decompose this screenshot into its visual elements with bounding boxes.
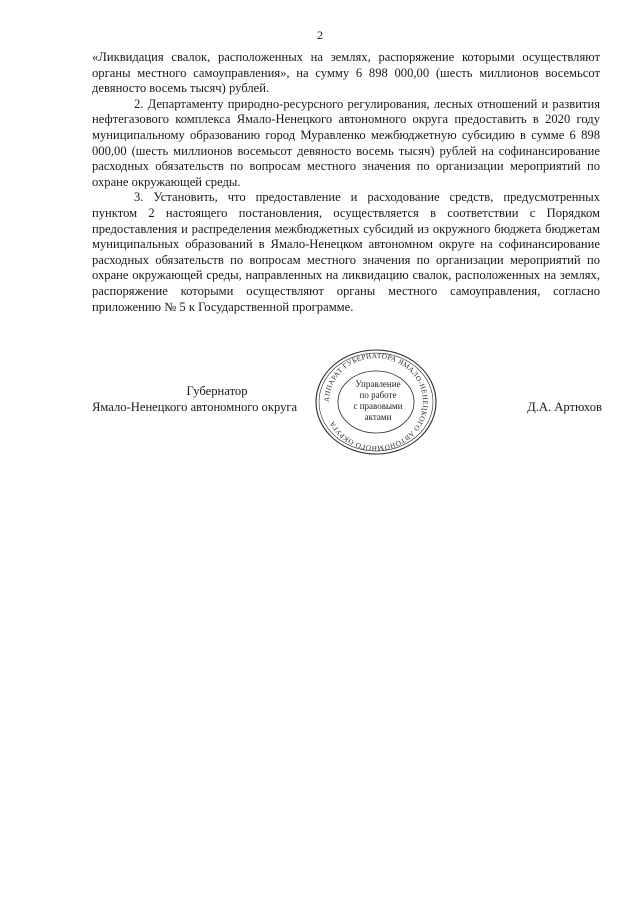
seal-center-line-4: актами	[364, 412, 392, 422]
paragraph-continuation: «Ликвидация свалок, расположенных на землях, распоряжение которыми осуществляют органы местного самоуправления», на сумму 6 898 000,00 (шесть миллионов восемьсот девяносто восемь тысяч) рублей.	[92, 50, 600, 96]
paragraph-item-2: 2. Департаменту природно-ресурсного регулирования, лесных отношений и развития нефтегазового комплекса Ямало-Ненецкого автономного округа предоставить в 2020 году муниципальному образованию город Муравленко межбюджетную субсидию в сумме 6 898 000,00 (шесть миллионов восемьсот девяносто восемь тысяч) рублей на софинансирование расходных обязательств по вопросам местного значения по организации мероприятий по охране окружающей среды.	[92, 96, 600, 189]
signatory-name: Д.А. Артюхов	[527, 400, 602, 414]
seal-ring-text: АППАРАТ ГУБЕРНАТОРА ЯМАЛО-НЕНЕЦКОГО АВТОНОМНОГО ОКРУГА	[322, 351, 430, 453]
paragraph-item-3: 3. Установить, что предоставление и расходование средств, предусмотренных пунктом 2 настоящего постановления, осуществляется в соответствии с Порядком предоставления и распределения межбюджетных субсидий из окружного бюджета бюджетам муниципальных образований в Ямало-Ненецком автономном округе на софинансирование расходных обязательств по вопросам местного значения по организации мероприятий по охране окружающей среды, направленных на ликвидацию свалок, расположенных на землях, распоряжение которыми осуществляют органы местного самоуправления, согласно приложению № 5 к Государственной программе.	[92, 190, 600, 314]
seal-center-line-1: Управление	[355, 379, 401, 389]
signatory-title: Губернатор	[186, 384, 248, 398]
signatory-organization: Ямало-Ненецкого автономного округа	[92, 400, 298, 414]
document-body	[92, 50, 600, 315]
seal-center-line-2: по работе	[359, 390, 397, 400]
seal-center-line-3: с правовыми	[353, 401, 403, 411]
page-number: 2	[317, 28, 323, 42]
signatory-position	[92, 383, 342, 415]
official-seal-stamp	[312, 348, 440, 456]
